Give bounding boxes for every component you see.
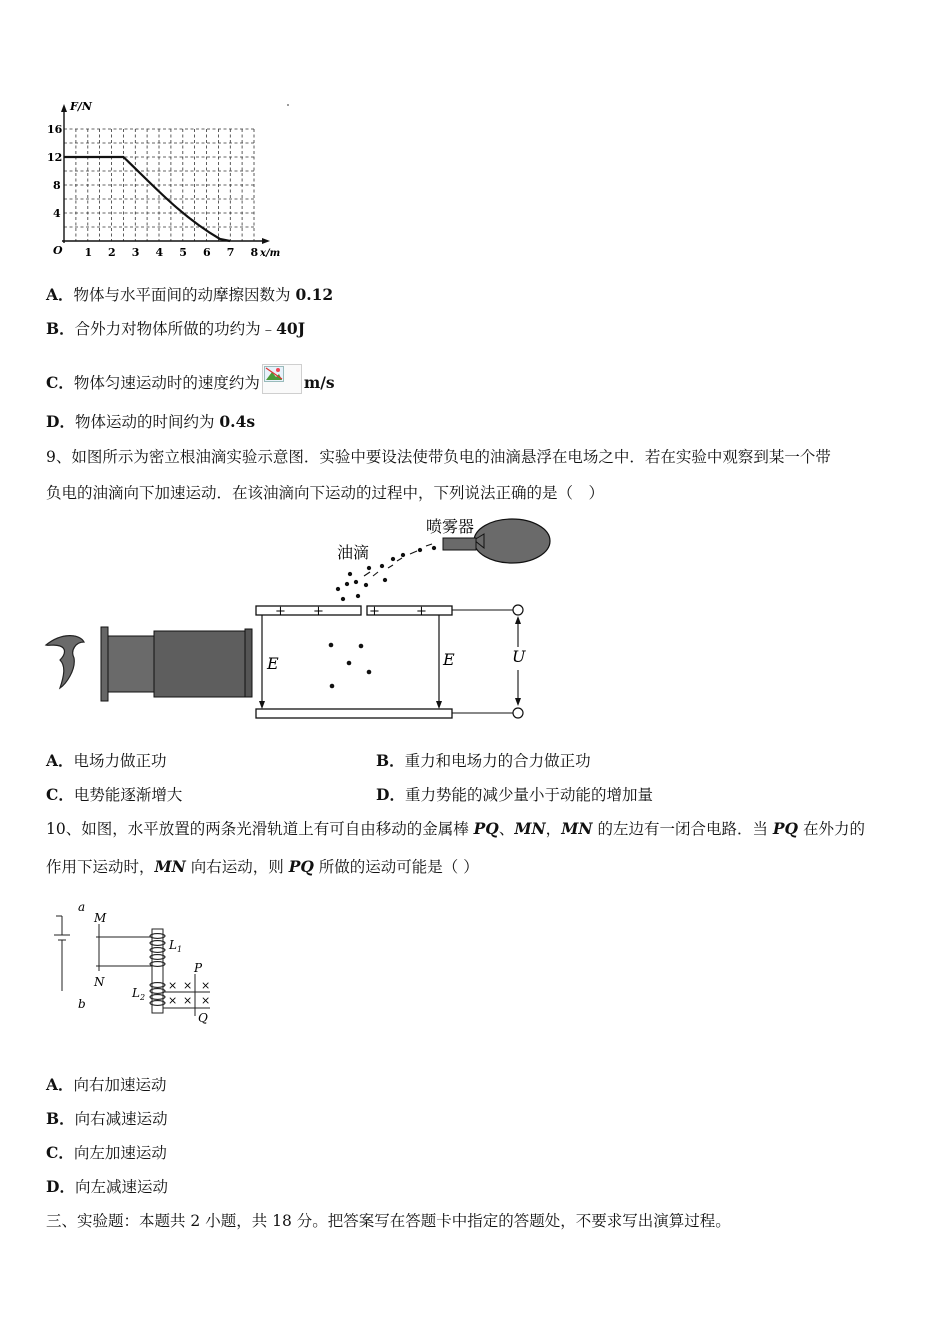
voltage-arrowhead-up: [515, 616, 521, 624]
option-text: 向左加速运动: [73, 1144, 167, 1162]
option-letter: A．: [46, 751, 74, 770]
svg-text:×: ×: [168, 994, 178, 1007]
magnetic-field-crosses: [168, 979, 210, 1007]
svg-text:×: ×: [183, 979, 193, 992]
option-letter: A．: [46, 285, 74, 304]
bottom-plate: [256, 709, 452, 718]
svg-text:×: ×: [183, 994, 193, 1007]
q9-option-d: [376, 784, 653, 806]
option-text: 重力势能的减少量小于动能的增加量: [404, 786, 653, 804]
q8-option-a: [46, 284, 333, 306]
q9-stem-line2: 负电的油滴向下加速运动．在该油滴向下运动的过程中，下列说法正确的是（ ）: [46, 484, 605, 502]
option-letter: C．: [46, 1143, 74, 1162]
field-label-right: E: [443, 650, 455, 669]
label-b: b: [78, 997, 86, 1011]
x-tick-5: 5: [179, 246, 187, 259]
label-m: M: [94, 911, 107, 925]
sprayer-bulb: [474, 519, 550, 563]
option-value: 40J: [276, 319, 306, 338]
q10-option-a: [46, 1074, 167, 1096]
rod-mn: MN: [154, 857, 186, 876]
terminal-bottom: [513, 708, 523, 718]
y-tick-12: 12: [47, 151, 63, 164]
q10-option-c: [46, 1142, 167, 1164]
microscope-tube-large: [154, 631, 245, 697]
svg-text:×: ×: [168, 979, 178, 992]
stem-text: ，: [545, 820, 562, 838]
option-letter: D．: [376, 785, 405, 804]
option-letter: C．: [46, 785, 74, 804]
option-letter: D．: [46, 412, 75, 431]
option-text: 物体与水平面间的动摩擦因数为: [73, 286, 296, 304]
label-l2: $L_2$: [132, 986, 146, 1002]
option-unit: m/s: [303, 373, 335, 392]
option-value: 0.12: [295, 285, 334, 304]
option-text: 合外力对物体所做的功约为﹣: [74, 320, 277, 338]
rod-pq: PQ: [772, 819, 799, 838]
option-text: 物体运动的时间约为: [74, 413, 220, 431]
y-tick-16: 16: [47, 123, 63, 136]
plus-sign: +: [416, 604, 427, 619]
q8-option-c: [46, 364, 335, 394]
force-displacement-graph: [40, 96, 300, 266]
sprayer-nozzle: [443, 538, 476, 550]
option-letter: D．: [46, 1177, 75, 1196]
light-swirl: [46, 636, 84, 688]
rod-mn: MN: [514, 819, 546, 838]
option-text: 电势能逐渐增大: [73, 786, 183, 804]
microscope-tube-small: [108, 636, 154, 692]
sprayer-label: 喷雾器: [426, 517, 475, 536]
x-tick-1: 1: [84, 246, 93, 259]
svg-text:×: ×: [201, 979, 211, 992]
x-tick-4: 4: [155, 246, 164, 259]
x-axis-label: x/m: [260, 248, 281, 259]
voltage-label: U: [512, 647, 526, 666]
x-tick-6: 6: [203, 246, 211, 259]
q10-stem-line1: [46, 818, 865, 840]
field-arrow-left: [259, 701, 265, 709]
x-tick-7: 7: [226, 246, 235, 259]
stem-text: 在外力的: [798, 820, 865, 838]
q9-stem-line1: 9、如图所示为密立根油滴实验示意图．实验中要设法使带负电的油滴悬浮在电场之中．若在实验中观察到某一个带: [46, 448, 831, 466]
svg-text:×: ×: [201, 994, 211, 1007]
rod-pq: PQ: [288, 857, 314, 876]
field-arrow-right: [436, 701, 442, 709]
q8-option-b: [46, 318, 305, 340]
option-text: 向左减速运动: [74, 1178, 168, 1196]
label-p: P: [194, 961, 203, 975]
label-l1: $L_1$: [169, 938, 183, 954]
graph-grid: [64, 129, 254, 241]
option-letter: B．: [46, 1109, 75, 1128]
voltage-arrowhead-down: [515, 698, 521, 706]
rod-pq: PQ: [473, 819, 499, 838]
y-axis-arrow: [61, 104, 67, 112]
q10-option-d: [46, 1176, 168, 1198]
option-letter: A．: [46, 1075, 74, 1094]
label-a: a: [78, 900, 86, 914]
label-n: N: [94, 975, 105, 989]
x-tick-3: 3: [131, 246, 140, 259]
stem-text: 作用下运动时，: [46, 858, 155, 876]
plus-sign: +: [313, 604, 324, 619]
oil-drops-in-field: [329, 643, 372, 689]
x-tick-8: 8: [250, 246, 259, 259]
y-tick-8: 8: [53, 179, 61, 192]
stem-text: 所做的运动可能是（ ）: [313, 858, 479, 876]
option-letter: B．: [46, 319, 75, 338]
terminal-top: [513, 605, 523, 615]
option-text: 电场力做正功: [73, 752, 167, 770]
x-axis-arrow: [262, 238, 270, 244]
option-letter: B．: [376, 751, 405, 770]
plus-sign: +: [369, 604, 380, 619]
option-value: 0.4s: [219, 412, 256, 431]
stem-text: 向右运动，则: [185, 858, 289, 876]
x-tick-2: 2: [108, 246, 116, 259]
y-tick-4: 4: [53, 207, 61, 220]
section-3-heading: 三、实验题：本题共 2 小题，共 18 分。把答案写在答题卡中指定的答题处，不要求写出演算过程。: [46, 1212, 731, 1230]
stem-text: 10、如图，水平放置的两条光滑轨道上有可自由移动的金属棒: [46, 820, 474, 838]
stem-text: 、: [498, 820, 515, 838]
option-text: 向右减速运动: [74, 1110, 168, 1128]
induction-circuit-diagram: [40, 896, 230, 1031]
option-text: 重力和电场力的合力做正功: [404, 752, 591, 770]
q8-option-d: [46, 411, 255, 433]
millikan-oil-drop-diagram: [40, 510, 570, 725]
y-axis-label: F/N: [70, 100, 92, 113]
top-plate-left: [256, 606, 361, 615]
field-label-left: E: [267, 654, 279, 673]
q10-stem-line2: [46, 856, 479, 878]
q9-option-b: [376, 750, 591, 772]
microscope-objective: [245, 629, 252, 697]
q10-option-b: [46, 1108, 168, 1130]
origin-label: O: [53, 244, 63, 257]
option-text: 向右加速运动: [73, 1076, 167, 1094]
option-letter: C．: [46, 373, 74, 392]
microscope-eyepiece: [101, 627, 108, 701]
oil-drop-label: 油滴: [337, 543, 370, 562]
stray-dot: [287, 104, 289, 106]
rod-mn: MN: [561, 819, 593, 838]
plus-sign: +: [275, 604, 286, 619]
option-text: 物体匀速运动时的速度约为: [73, 374, 260, 392]
label-q: Q: [198, 1011, 208, 1025]
q9-option-a: [46, 750, 167, 772]
broken-image-icon: [262, 364, 302, 394]
q9-option-c: [46, 784, 182, 806]
stem-text: 的左边有一闭合电路．当: [592, 820, 773, 838]
